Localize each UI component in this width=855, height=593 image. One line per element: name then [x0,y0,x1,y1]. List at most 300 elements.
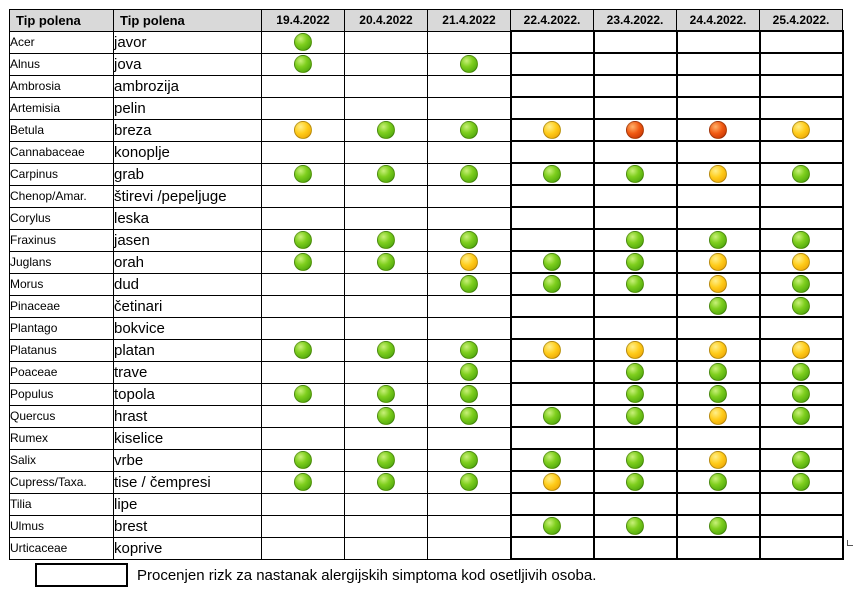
risk-cell [594,427,677,449]
risk-cell [511,141,594,163]
table-row [10,339,843,361]
table-row [10,229,843,251]
risk-cell [428,427,511,449]
risk-cell [345,207,428,229]
risk-green-dot-icon [626,275,644,293]
risk-cell [428,31,511,53]
risk-yellow-dot-icon [709,407,727,425]
risk-cell [511,405,594,427]
local-name-cell: breza [114,119,262,141]
risk-cell [677,141,760,163]
risk-cell [428,493,511,515]
risk-cell [760,427,843,449]
date-header: 23.4.2022. [594,10,677,32]
risk-cell [511,185,594,207]
risk-cell [594,361,677,383]
risk-cell [594,295,677,317]
latin-name-cell: Ambrosia [10,75,114,97]
risk-cell [677,207,760,229]
risk-cell [511,383,594,405]
table-row [10,405,843,427]
risk-green-dot-icon [792,407,810,425]
risk-green-dot-icon [294,33,312,51]
date-header: 24.4.2022. [677,10,760,32]
table-row [10,251,843,273]
risk-green-dot-icon [460,451,478,469]
risk-cell [594,251,677,273]
risk-cell [511,119,594,141]
legend-text: Procenjen rizk za nastanak alergijskih simptoma kod osetljivih osoba. [137,566,597,584]
risk-cell [345,493,428,515]
risk-cell [760,53,843,75]
local-name-cell: javor [114,31,262,53]
risk-red-dot-icon [626,121,644,139]
risk-green-dot-icon [792,231,810,249]
risk-cell [428,317,511,339]
date-header: 21.4.2022 [428,10,511,32]
risk-green-dot-icon [460,341,478,359]
risk-cell [345,31,428,53]
risk-cell [594,141,677,163]
risk-green-dot-icon [294,165,312,183]
risk-cell [677,75,760,97]
risk-cell [262,53,345,75]
risk-cell [760,207,843,229]
risk-cell [594,53,677,75]
local-name-cell: vrbe [114,449,262,471]
risk-green-dot-icon [294,231,312,249]
risk-green-dot-icon [460,363,478,381]
risk-cell [428,229,511,251]
risk-cell [511,361,594,383]
table-row [10,493,843,515]
risk-cell [760,339,843,361]
risk-cell [428,251,511,273]
risk-green-dot-icon [294,55,312,73]
risk-cell [262,427,345,449]
risk-green-dot-icon [626,407,644,425]
risk-cell [760,119,843,141]
local-name-cell: brest [114,515,262,537]
risk-green-dot-icon [709,385,727,403]
local-name-cell: četinari [114,295,262,317]
risk-cell [760,317,843,339]
risk-cell [428,295,511,317]
risk-green-dot-icon [460,121,478,139]
local-name-cell: topola [114,383,262,405]
risk-yellow-dot-icon [709,165,727,183]
risk-cell [677,339,760,361]
risk-yellow-dot-icon [543,121,561,139]
risk-green-dot-icon [294,473,312,491]
risk-cell [760,361,843,383]
risk-cell [345,361,428,383]
risk-cell [594,383,677,405]
latin-name-cell: Salix [10,449,114,471]
risk-green-dot-icon [377,407,395,425]
risk-cell [262,273,345,295]
risk-cell [511,97,594,119]
risk-cell [428,185,511,207]
risk-cell [760,31,843,53]
local-name-cell: dud [114,273,262,295]
table-row [10,449,843,471]
risk-cell [760,449,843,471]
risk-cell [262,361,345,383]
risk-cell [262,471,345,493]
local-name-cell: jasen [114,229,262,251]
risk-yellow-dot-icon [460,253,478,271]
latin-name-cell: Artemisia [10,97,114,119]
risk-cell [511,251,594,273]
risk-cell [428,537,511,559]
risk-cell [262,163,345,185]
risk-yellow-dot-icon [543,473,561,491]
table-row [10,273,843,295]
risk-green-dot-icon [460,407,478,425]
risk-cell [677,427,760,449]
risk-cell [760,295,843,317]
risk-cell [760,493,843,515]
table-header [10,10,843,32]
risk-cell [760,97,843,119]
risk-cell [677,515,760,537]
risk-cell [511,471,594,493]
risk-green-dot-icon [709,517,727,535]
risk-cell [262,493,345,515]
risk-cell [262,405,345,427]
risk-cell [511,515,594,537]
risk-cell [677,361,760,383]
risk-cell [594,537,677,559]
risk-green-dot-icon [792,297,810,315]
risk-cell [760,515,843,537]
risk-cell [428,97,511,119]
risk-cell [262,97,345,119]
risk-cell [345,53,428,75]
risk-cell [677,493,760,515]
risk-cell [594,317,677,339]
risk-yellow-dot-icon [709,451,727,469]
date-header: 20.4.2022 [345,10,428,32]
risk-green-dot-icon [460,165,478,183]
latin-name-cell: Urticaceae [10,537,114,559]
risk-cell [345,185,428,207]
risk-green-dot-icon [377,121,395,139]
risk-cell [511,75,594,97]
risk-yellow-dot-icon [709,341,727,359]
risk-cell [345,229,428,251]
local-name-cell: bokvice [114,317,262,339]
risk-cell [428,163,511,185]
risk-cell [760,185,843,207]
local-name-cell: tise / čempresi [114,471,262,493]
latin-name-cell: Poaceae [10,361,114,383]
risk-green-dot-icon [626,385,644,403]
risk-cell [345,427,428,449]
local-name-cell: leska [114,207,262,229]
legend-swatch [35,563,128,587]
risk-cell [594,339,677,361]
table-row [10,295,843,317]
latin-name-cell: Quercus [10,405,114,427]
risk-cell [428,449,511,471]
risk-yellow-dot-icon [792,121,810,139]
latin-name-cell: Tilia [10,493,114,515]
risk-green-dot-icon [460,385,478,403]
risk-cell [760,75,843,97]
table-row [10,97,843,119]
risk-cell [428,405,511,427]
risk-cell [262,383,345,405]
risk-green-dot-icon [792,451,810,469]
risk-cell [594,229,677,251]
risk-cell [345,339,428,361]
local-name-cell: kiselice [114,427,262,449]
risk-cell [677,229,760,251]
risk-green-dot-icon [626,451,644,469]
latin-name-cell: Populus [10,383,114,405]
risk-green-dot-icon [626,473,644,491]
table-row [10,207,843,229]
risk-green-dot-icon [626,253,644,271]
risk-cell [345,75,428,97]
local-name-cell: koprive [114,537,262,559]
risk-cell [594,163,677,185]
risk-cell [262,207,345,229]
risk-cell [345,471,428,493]
risk-cell [511,53,594,75]
risk-cell [345,141,428,163]
risk-cell [428,75,511,97]
risk-cell [428,383,511,405]
risk-green-dot-icon [294,253,312,271]
risk-green-dot-icon [792,165,810,183]
risk-cell [511,273,594,295]
risk-cell [594,31,677,53]
risk-cell [511,229,594,251]
local-name-cell: pelin [114,97,262,119]
risk-cell [594,97,677,119]
risk-cell [345,383,428,405]
risk-cell [511,31,594,53]
risk-cell [262,339,345,361]
table-row [10,515,843,537]
risk-cell [345,119,428,141]
risk-cell [262,251,345,273]
table-row [10,75,843,97]
risk-cell [511,317,594,339]
risk-cell [760,405,843,427]
risk-cell [677,31,760,53]
risk-green-dot-icon [792,363,810,381]
risk-cell [428,119,511,141]
risk-cell [345,251,428,273]
local-name-cell: hrast [114,405,262,427]
risk-cell [594,493,677,515]
risk-cell [677,251,760,273]
risk-green-dot-icon [792,275,810,293]
risk-cell [511,449,594,471]
risk-green-dot-icon [543,407,561,425]
risk-green-dot-icon [377,253,395,271]
latin-name-cell: Ulmus [10,515,114,537]
risk-cell [428,361,511,383]
risk-cell [511,427,594,449]
risk-cell [594,273,677,295]
risk-yellow-dot-icon [792,253,810,271]
risk-green-dot-icon [709,297,727,315]
date-header: 19.4.2022 [262,10,345,32]
risk-cell [262,119,345,141]
risk-red-dot-icon [709,121,727,139]
risk-cell [511,207,594,229]
risk-green-dot-icon [377,385,395,403]
risk-cell [345,405,428,427]
latin-name-cell: Cupress/Taxa. [10,471,114,493]
table-row [10,163,843,185]
table-row [10,471,843,493]
latin-name-cell: Betula [10,119,114,141]
risk-green-dot-icon [377,451,395,469]
risk-cell [345,295,428,317]
risk-green-dot-icon [294,341,312,359]
risk-cell [262,295,345,317]
local-name-cell: konoplje [114,141,262,163]
risk-green-dot-icon [294,385,312,403]
risk-green-dot-icon [626,231,644,249]
latin-name-cell: Juglans [10,251,114,273]
local-name-header: Tip polena [114,10,262,32]
table-row [10,31,843,53]
risk-cell [345,273,428,295]
table-body [10,31,843,559]
latin-name-cell: Platanus [10,339,114,361]
latin-name-cell: Pinaceae [10,295,114,317]
risk-yellow-dot-icon [294,121,312,139]
risk-cell [677,119,760,141]
risk-cell [760,471,843,493]
table-resize-marker [847,540,853,546]
risk-cell [594,515,677,537]
risk-cell [428,141,511,163]
legend [35,563,596,587]
pollen-forecast-table [9,9,844,560]
risk-green-dot-icon [792,385,810,403]
risk-cell [677,471,760,493]
latin-name-cell: Plantago [10,317,114,339]
risk-cell [677,405,760,427]
risk-green-dot-icon [460,473,478,491]
latin-name-cell: Corylus [10,207,114,229]
risk-cell [262,537,345,559]
risk-cell [345,537,428,559]
risk-cell [760,251,843,273]
risk-cell [760,141,843,163]
risk-cell [677,185,760,207]
table-row [10,317,843,339]
risk-cell [677,53,760,75]
local-name-cell: grab [114,163,262,185]
risk-cell [594,207,677,229]
risk-green-dot-icon [460,231,478,249]
latin-name-cell: Chenop/Amar. [10,185,114,207]
risk-cell [594,75,677,97]
table-row [10,537,843,559]
header-row [10,10,843,32]
risk-cell [345,97,428,119]
risk-cell [594,449,677,471]
risk-cell [677,97,760,119]
risk-yellow-dot-icon [709,275,727,293]
risk-green-dot-icon [709,473,727,491]
risk-cell [262,229,345,251]
table-row [10,53,843,75]
table-row [10,119,843,141]
risk-cell [760,537,843,559]
latin-name-cell: Carpinus [10,163,114,185]
risk-cell [760,383,843,405]
risk-cell [511,537,594,559]
local-name-cell: jova [114,53,262,75]
local-name-cell: ambrozija [114,75,262,97]
risk-cell [594,405,677,427]
risk-green-dot-icon [460,55,478,73]
risk-cell [428,471,511,493]
risk-cell [594,471,677,493]
risk-green-dot-icon [543,165,561,183]
risk-green-dot-icon [460,275,478,293]
risk-cell [262,449,345,471]
local-name-cell: trave [114,361,262,383]
risk-green-dot-icon [543,517,561,535]
latin-name-cell: Fraxinus [10,229,114,251]
local-name-cell: lipe [114,493,262,515]
table-row [10,185,843,207]
risk-cell [428,207,511,229]
risk-cell [511,493,594,515]
risk-cell [594,185,677,207]
risk-green-dot-icon [377,165,395,183]
risk-cell [677,537,760,559]
risk-cell [760,273,843,295]
risk-green-dot-icon [792,473,810,491]
risk-cell [760,229,843,251]
risk-cell [428,339,511,361]
risk-green-dot-icon [294,451,312,469]
risk-cell [345,163,428,185]
risk-cell [345,449,428,471]
risk-cell [677,163,760,185]
local-name-cell: platan [114,339,262,361]
risk-cell [345,317,428,339]
risk-green-dot-icon [543,275,561,293]
risk-green-dot-icon [543,451,561,469]
risk-cell [760,163,843,185]
risk-cell [262,515,345,537]
risk-cell [262,185,345,207]
latin-name-header: Tip polena [10,10,114,32]
risk-green-dot-icon [709,231,727,249]
risk-cell [262,141,345,163]
risk-yellow-dot-icon [709,253,727,271]
table-row [10,427,843,449]
risk-cell [677,383,760,405]
risk-cell [262,75,345,97]
risk-green-dot-icon [626,517,644,535]
risk-cell [262,317,345,339]
latin-name-cell: Alnus [10,53,114,75]
